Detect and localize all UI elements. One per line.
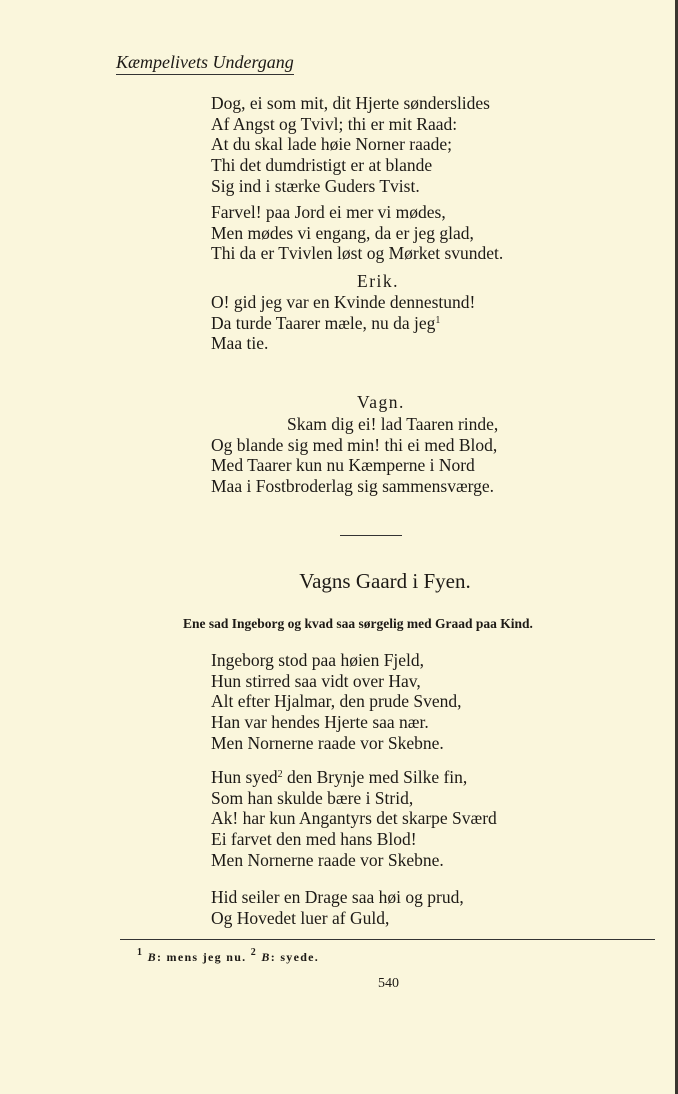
page-number: 540: [378, 976, 399, 991]
stanza: [211, 202, 503, 264]
verse-line: Thi da er Tvivlen løst og Mørket svundet.: [211, 243, 504, 264]
verse-line: Maa i Fostbroderlag sig sammensværge.: [211, 476, 495, 497]
verse-line: Farvel! paa Jord ei mer vi mødes,: [211, 202, 446, 222]
section-subtitle: Ene sad Ingeborg og kvad saa sørgelig med Graad paa Kind.: [183, 616, 533, 631]
verse-line: Og Hovedet luer af Guld,: [211, 907, 390, 928]
footnote-ref: 1: [435, 314, 441, 326]
stanza: [211, 93, 490, 197]
verse-line: Da turde Taarer mæle, nu da jeg$^1$: [211, 312, 441, 333]
verse-line: Men mødes vi engang, da er jeg glad,: [211, 222, 474, 243]
verse-line: Hun stirred saa vidt over Hav,: [211, 670, 421, 691]
footnote-ref: 2: [277, 769, 283, 780]
verse-line: Thi det dumdristigt er at blande: [211, 155, 433, 176]
section-divider: [340, 535, 402, 536]
running-header: Kæmpelivets Undergang: [116, 52, 294, 75]
verse-line: Skam dig ei! lad Taaren rinde,: [287, 414, 499, 434]
verse-line: Ak! har kun Angantyrs det skarpe Sværd: [211, 808, 497, 829]
verse-line: O! gid jeg var en Kvinde dennestund!: [211, 292, 476, 312]
section-title: Vagns Gaard i Fyen.: [299, 569, 471, 593]
footnotes: $^1$ B: mens jeg nu. $^2$ B: syede.: [137, 947, 320, 964]
verse-line: Sig ind i stærke Guders Tvist.: [211, 175, 420, 196]
verse-line: Maa tie.: [211, 333, 269, 354]
verse-line: Men Nornerne raade vor Skebne.: [211, 732, 444, 753]
footnote-rule: [120, 939, 655, 940]
verse-line: Han var hendes Hjerte saa nær.: [211, 712, 429, 733]
verse-line: Af Angst og Tvivl; thi er mit Raad:: [211, 113, 458, 134]
stanza: [211, 767, 497, 871]
verse-line: Ingeborg stod paa høien Fjeld,: [211, 650, 425, 670]
stanza: [211, 414, 498, 497]
verse-line: Hid seiler en Drage saa høi og prud,: [211, 887, 464, 907]
verse-line: Og blande sig med min! thi ei med Blod,: [211, 434, 498, 455]
verse-line: Men Nornerne raade vor Skebne.: [211, 849, 444, 870]
verse-line: Ei farvet den med hans Blod!: [211, 829, 417, 850]
verse-line: Som han skulde bære i Strid,: [211, 787, 414, 808]
stanza: [211, 650, 462, 754]
verse-line: Alt efter Hjalmar, den prude Svend,: [211, 691, 462, 712]
verse-line: Hun syed$^2$ den Brynje med Silke fin,: [211, 767, 468, 787]
verse-line: Dog, ei som mit, dit Hjerte sønderslides: [211, 93, 490, 113]
stanza: [211, 887, 464, 928]
speaker-name: Erik.: [357, 271, 400, 291]
verse-line: Med Taarer kun nu Kæmperne i Nord: [211, 455, 475, 476]
speaker-name: Vagn.: [357, 392, 405, 412]
stanza: [211, 292, 475, 354]
verse-line: At du skal lade høie Norner raade;: [211, 134, 453, 155]
